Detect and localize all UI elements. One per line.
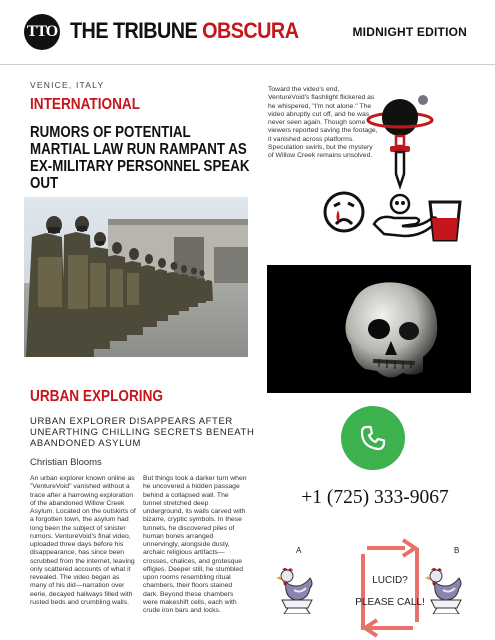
- byline: Christian Blooms: [30, 457, 102, 468]
- newspaper-title: [70, 18, 298, 44]
- feature-subhead: URBAN EXPLORER DISAPPEARS AFTER UNEARTHING CHILLING SECRETS BENEATH ABANDONED ASYLUM: [30, 416, 255, 449]
- edition-label: MIDNIGHT EDITION: [352, 25, 467, 39]
- rooster-icon: [423, 564, 467, 614]
- skull-figure: [391, 195, 409, 213]
- article-column-continued: Toward the video's end, VentureVoid's flashlight flickered as he whispered, "I'm not alone." The video abruptly cut off, and he was never seen again. Though some viewers reported saving the footage, it vanished across platforms. Speculation swirls, but the mystery of Willow Creek remains unsolved.: [268, 86, 378, 159]
- label-b: B: [454, 546, 460, 555]
- hand-icon: [374, 217, 437, 236]
- skull-photo: [267, 265, 471, 393]
- callout-line-2: PLEASE CALL!: [355, 597, 425, 608]
- glass-icon: [430, 202, 460, 240]
- phone-icon: [358, 423, 388, 453]
- header-divider: [0, 64, 495, 65]
- title-part-2: OBSCURA: [202, 18, 299, 43]
- article-column-a: An urban explorer known online as "VentureVoid" vanished without a trace after a harrowing exploration of the abandoned Willow Creek Asylum. Located on the outskirts of a forgotten town, the asylum had long been the subject of sinister rumors. VentureVoid's final video, uploaded three days before his disappearance, has since been scrubbed from the internet, leaving only scattered accounts of what it revealed. The video began as many of his did—narration over eerie, decayed hallways filled with rusted beds and crumbling walls.: [30, 475, 136, 606]
- rooster-icon: [274, 564, 318, 614]
- section-urban-exploring: URBAN EXPLORING: [30, 388, 163, 405]
- planet-icon: [368, 95, 432, 136]
- lucid-callout: [353, 538, 427, 638]
- phone-number[interactable]: +1 (725) 333-9067: [301, 487, 449, 508]
- article-column-b: But things took a darker turn when he uncovered a hidden passage behind a collapsed wall. The tunnel stretched deep underground, its walls carved with bizarre, cryptic symbols. In these tunnels, he discovered piles of human bones arranged unnervingly, alongside dusty, archaic religious artifacts—crosses, chalices, and grotesque effigies. Deeper still, he stumbled upon rooms resembling ritual chambers, their floors stained dark. Beyond these chambers were makeshift cells, each with crude iron bars and locks.: [143, 475, 247, 614]
- dropper-icon: [390, 136, 410, 186]
- logo: TTO: [24, 14, 60, 50]
- crying-face-icon: [325, 193, 363, 231]
- title-part-1: THE TRIBUNE: [70, 18, 198, 43]
- label-a: A: [296, 546, 302, 555]
- callout-line-1: LUCID?: [372, 575, 408, 586]
- lead-headline: RUMORS OF POTENTIAL MARTIAL LAW RUN RAMPANT AS EX-MILITARY PERSONNEL SPEAK OUT: [30, 124, 250, 192]
- dateline: VENICE, ITALY: [30, 80, 105, 90]
- section-international: INTERNATIONAL: [30, 96, 141, 113]
- surreal-illustration: [316, 94, 476, 250]
- call-button[interactable]: [341, 406, 405, 470]
- masthead: [0, 0, 495, 62]
- soldiers-photo: [24, 197, 248, 357]
